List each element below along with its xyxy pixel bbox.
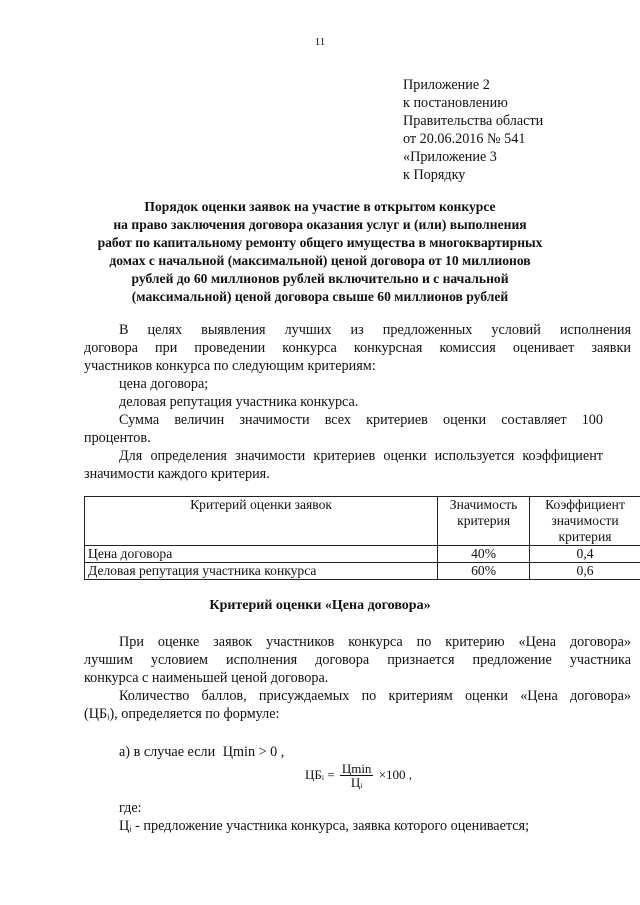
section-paragraph-line: При оценке заявок участников конкурса по критерию «Цена договора» xyxy=(119,634,631,650)
case-a-condition: Цmin > 0 , xyxy=(222,744,285,760)
annex-line: Правительства области xyxy=(403,113,544,129)
cell-criterion: Цена договора xyxy=(85,546,438,563)
definition-line: Цᵢ - предложение участника конкурса, заявка которого оценивается; xyxy=(119,818,530,834)
title-line: домах с начальной (максимальной) ценой договора от 10 миллионов xyxy=(109,253,531,268)
annex-line: «Приложение 3 xyxy=(403,149,497,165)
sum-paragraph-line: Сумма величин значимости всех критериев оценки составляет 100 xyxy=(119,412,603,428)
annex-block xyxy=(403,76,543,184)
annex-line: Приложение 2 xyxy=(403,77,490,93)
weight-paragraph-line: Для определения значимости критериев оценки используется коэффициент xyxy=(119,448,603,464)
intro-paragraph-line: договора при проведении конкурса конкурсная комиссия оценивает заявки xyxy=(84,340,631,356)
formula-fraction xyxy=(340,762,374,790)
formula-denominator: Цᵢ xyxy=(350,775,363,790)
cell-coefficient: 0,6 xyxy=(530,563,640,580)
title-line: (максимальной) ценой договора свыше 60 миллионов рублей xyxy=(131,289,509,304)
score-formula xyxy=(305,762,412,790)
table-row xyxy=(85,563,640,580)
annex-line: к постановлению xyxy=(403,95,508,111)
document-title xyxy=(40,198,600,306)
cell-coefficient: 0,4 xyxy=(530,546,640,563)
weight-paragraph-line: значимости каждого критерия. xyxy=(84,466,270,482)
intro-paragraph-line: участников конкурса по следующим критериям: xyxy=(84,358,376,374)
section-title: Критерий оценки «Цена договора» xyxy=(209,598,431,613)
formula-intro-line: (ЦБᵢ), определяется по формуле: xyxy=(84,706,280,722)
header-significance: Значимость критерия xyxy=(438,497,530,546)
table-row xyxy=(85,546,640,563)
page-number: 11 xyxy=(314,36,326,48)
criterion-item: цена договора; xyxy=(119,376,209,392)
formula-lhs: ЦБᵢ = xyxy=(305,766,335,782)
where-label: где: xyxy=(119,800,142,816)
table-header-row xyxy=(85,497,640,546)
header-coefficient: Коэффициент значимости критерия xyxy=(530,497,640,546)
title-line: работ по капитальному ремонту общего имущества в многоквартирных xyxy=(97,235,543,250)
criterion-item: деловая репутация участника конкурса. xyxy=(119,394,359,410)
sum-paragraph-line: процентов. xyxy=(84,430,151,446)
formula-numerator: Цmin xyxy=(341,761,372,776)
title-line: на право заключения договора оказания услуг и (или) выполнения xyxy=(113,217,527,232)
formula-rhs: ×100 , xyxy=(378,766,413,782)
header-criterion: Критерий оценки заявок xyxy=(85,497,438,546)
case-a-label: а) в случае если xyxy=(119,744,216,760)
section-paragraph-line: конкурса с наименьшей ценой договора. xyxy=(84,670,329,686)
formula-intro-line: Количество баллов, присуждаемых по критериям оценки «Цена договора» xyxy=(119,688,631,704)
cell-significance: 60% xyxy=(438,563,530,580)
annex-line: от 20.06.2016 № 541 xyxy=(403,131,526,147)
title-line: Порядок оценки заявок на участие в открытом конкурсе xyxy=(144,199,496,214)
intro-paragraph-line: В целях выявления лучших из предложенных условий исполнения xyxy=(119,322,631,338)
title-line: рублей до 60 миллионов рублей включительно и с начальной xyxy=(131,271,509,286)
criteria-table xyxy=(84,496,640,580)
annex-line: к Порядку xyxy=(403,167,466,183)
section-paragraph-line: лучшим условием исполнения договора признается предложение участника xyxy=(84,652,631,668)
case-a-line xyxy=(119,744,284,760)
cell-criterion: Деловая репутация участника конкурса xyxy=(85,563,438,580)
cell-significance: 40% xyxy=(438,546,530,563)
